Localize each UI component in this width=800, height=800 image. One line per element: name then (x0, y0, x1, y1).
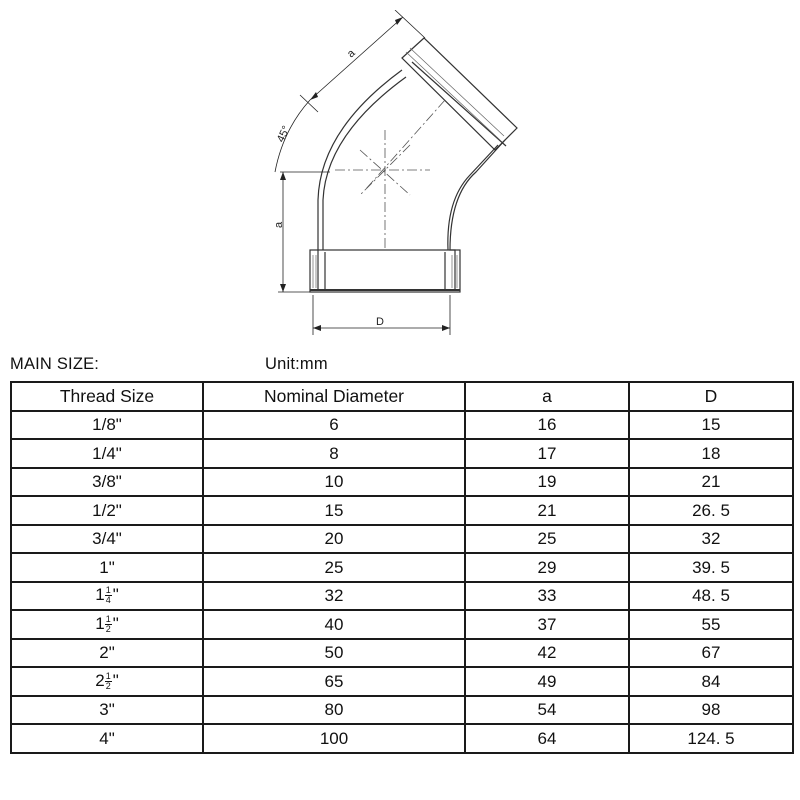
D-cell: 18 (629, 439, 793, 468)
thread-size-cell (11, 582, 203, 611)
fraction-numerator: 1 (105, 613, 111, 624)
thread-unit: " (112, 670, 119, 690)
nominal-diameter-cell: 32 (203, 582, 465, 611)
nominal-diameter-cell: 15 (203, 496, 465, 525)
nominal-diameter-cell: 65 (203, 667, 465, 696)
a-cell: 25 (465, 525, 629, 554)
D-cell: 21 (629, 468, 793, 497)
nominal-diameter-cell: 25 (203, 553, 465, 582)
unit-label: Unit:mm (265, 355, 328, 373)
fraction-denominator: 2 (105, 623, 111, 634)
elbow-inner-wall (450, 140, 505, 290)
thread-fraction (105, 586, 112, 605)
a-cell: 33 (465, 582, 629, 611)
D-cell: 15 (629, 411, 793, 440)
a-cell: 17 (465, 439, 629, 468)
bottom-socket (310, 250, 460, 292)
D-cell: 98 (629, 696, 793, 725)
D-cell: 26. 5 (629, 496, 793, 525)
D-cell: 48. 5 (629, 582, 793, 611)
thread-size-cell (11, 610, 203, 639)
size-table (10, 381, 794, 754)
a-cell: 29 (465, 553, 629, 582)
col-header-thread-size: Thread Size (11, 382, 203, 411)
a-cell: 21 (465, 496, 629, 525)
a-cell: 37 (465, 610, 629, 639)
dim-a-top-label: a (344, 47, 358, 61)
thread-whole: 2 (95, 670, 105, 690)
table-row (11, 582, 793, 611)
thread-fraction (105, 615, 112, 634)
thread-size-cell (11, 667, 203, 696)
table-row (11, 525, 793, 554)
a-cell: 54 (465, 696, 629, 725)
thread-size-cell: 3" (11, 696, 203, 725)
col-header-nominal-diameter: Nominal Diameter (203, 382, 465, 411)
table-row (11, 553, 793, 582)
thread-size-cell: 1" (11, 553, 203, 582)
thread-size-cell: 1/2" (11, 496, 203, 525)
elbow-outer-wall (318, 70, 402, 290)
table-header-row (11, 382, 793, 411)
D-cell: 67 (629, 639, 793, 668)
D-cell: 39. 5 (629, 553, 793, 582)
thread-size-cell: 1/8" (11, 411, 203, 440)
nominal-diameter-cell: 100 (203, 724, 465, 753)
main-size-heading: MAIN SIZE: (10, 355, 100, 373)
a-cell: 19 (465, 468, 629, 497)
thread-unit: " (112, 613, 119, 633)
nominal-diameter-cell: 8 (203, 439, 465, 468)
thread-unit: " (112, 585, 119, 605)
table-row (11, 667, 793, 696)
D-cell: 55 (629, 610, 793, 639)
nominal-diameter-cell: 20 (203, 525, 465, 554)
table-row (11, 724, 793, 753)
fraction-numerator: 1 (105, 585, 111, 596)
dim-angle-label: 45° (274, 124, 293, 145)
thread-size-cell: 4" (11, 724, 203, 753)
nominal-diameter-cell: 6 (203, 411, 465, 440)
nominal-diameter-cell: 40 (203, 610, 465, 639)
a-cell: 64 (465, 724, 629, 753)
a-cell: 16 (465, 411, 629, 440)
table-row (11, 639, 793, 668)
dim-D-label: D (376, 316, 384, 328)
thread-whole: 1 (95, 613, 105, 633)
a-cell: 49 (465, 667, 629, 696)
thread-size-cell: 3/8" (11, 468, 203, 497)
thread-size-cell: 3/4" (11, 525, 203, 554)
D-cell: 32 (629, 525, 793, 554)
table-row (11, 496, 793, 525)
a-cell: 42 (465, 639, 629, 668)
nominal-diameter-cell: 80 (203, 696, 465, 725)
thread-fraction (105, 672, 112, 691)
fraction-numerator: 1 (105, 670, 111, 681)
nominal-diameter-cell: 50 (203, 639, 465, 668)
nominal-diameter-cell: 10 (203, 468, 465, 497)
fraction-denominator: 4 (105, 595, 111, 606)
table-row (11, 468, 793, 497)
table-row (11, 411, 793, 440)
elbow-technical-drawing (250, 10, 550, 345)
table-row (11, 439, 793, 468)
thread-size-cell: 2" (11, 639, 203, 668)
table-row (11, 696, 793, 725)
thread-size-cell: 1/4" (11, 439, 203, 468)
table-row (11, 610, 793, 639)
D-cell: 124. 5 (629, 724, 793, 753)
col-header-D: D (629, 382, 793, 411)
thread-whole: 1 (95, 585, 105, 605)
D-cell: 84 (629, 667, 793, 696)
col-header-a: a (465, 382, 629, 411)
fraction-denominator: 2 (105, 680, 111, 691)
dim-a-left-label: a (273, 221, 285, 228)
